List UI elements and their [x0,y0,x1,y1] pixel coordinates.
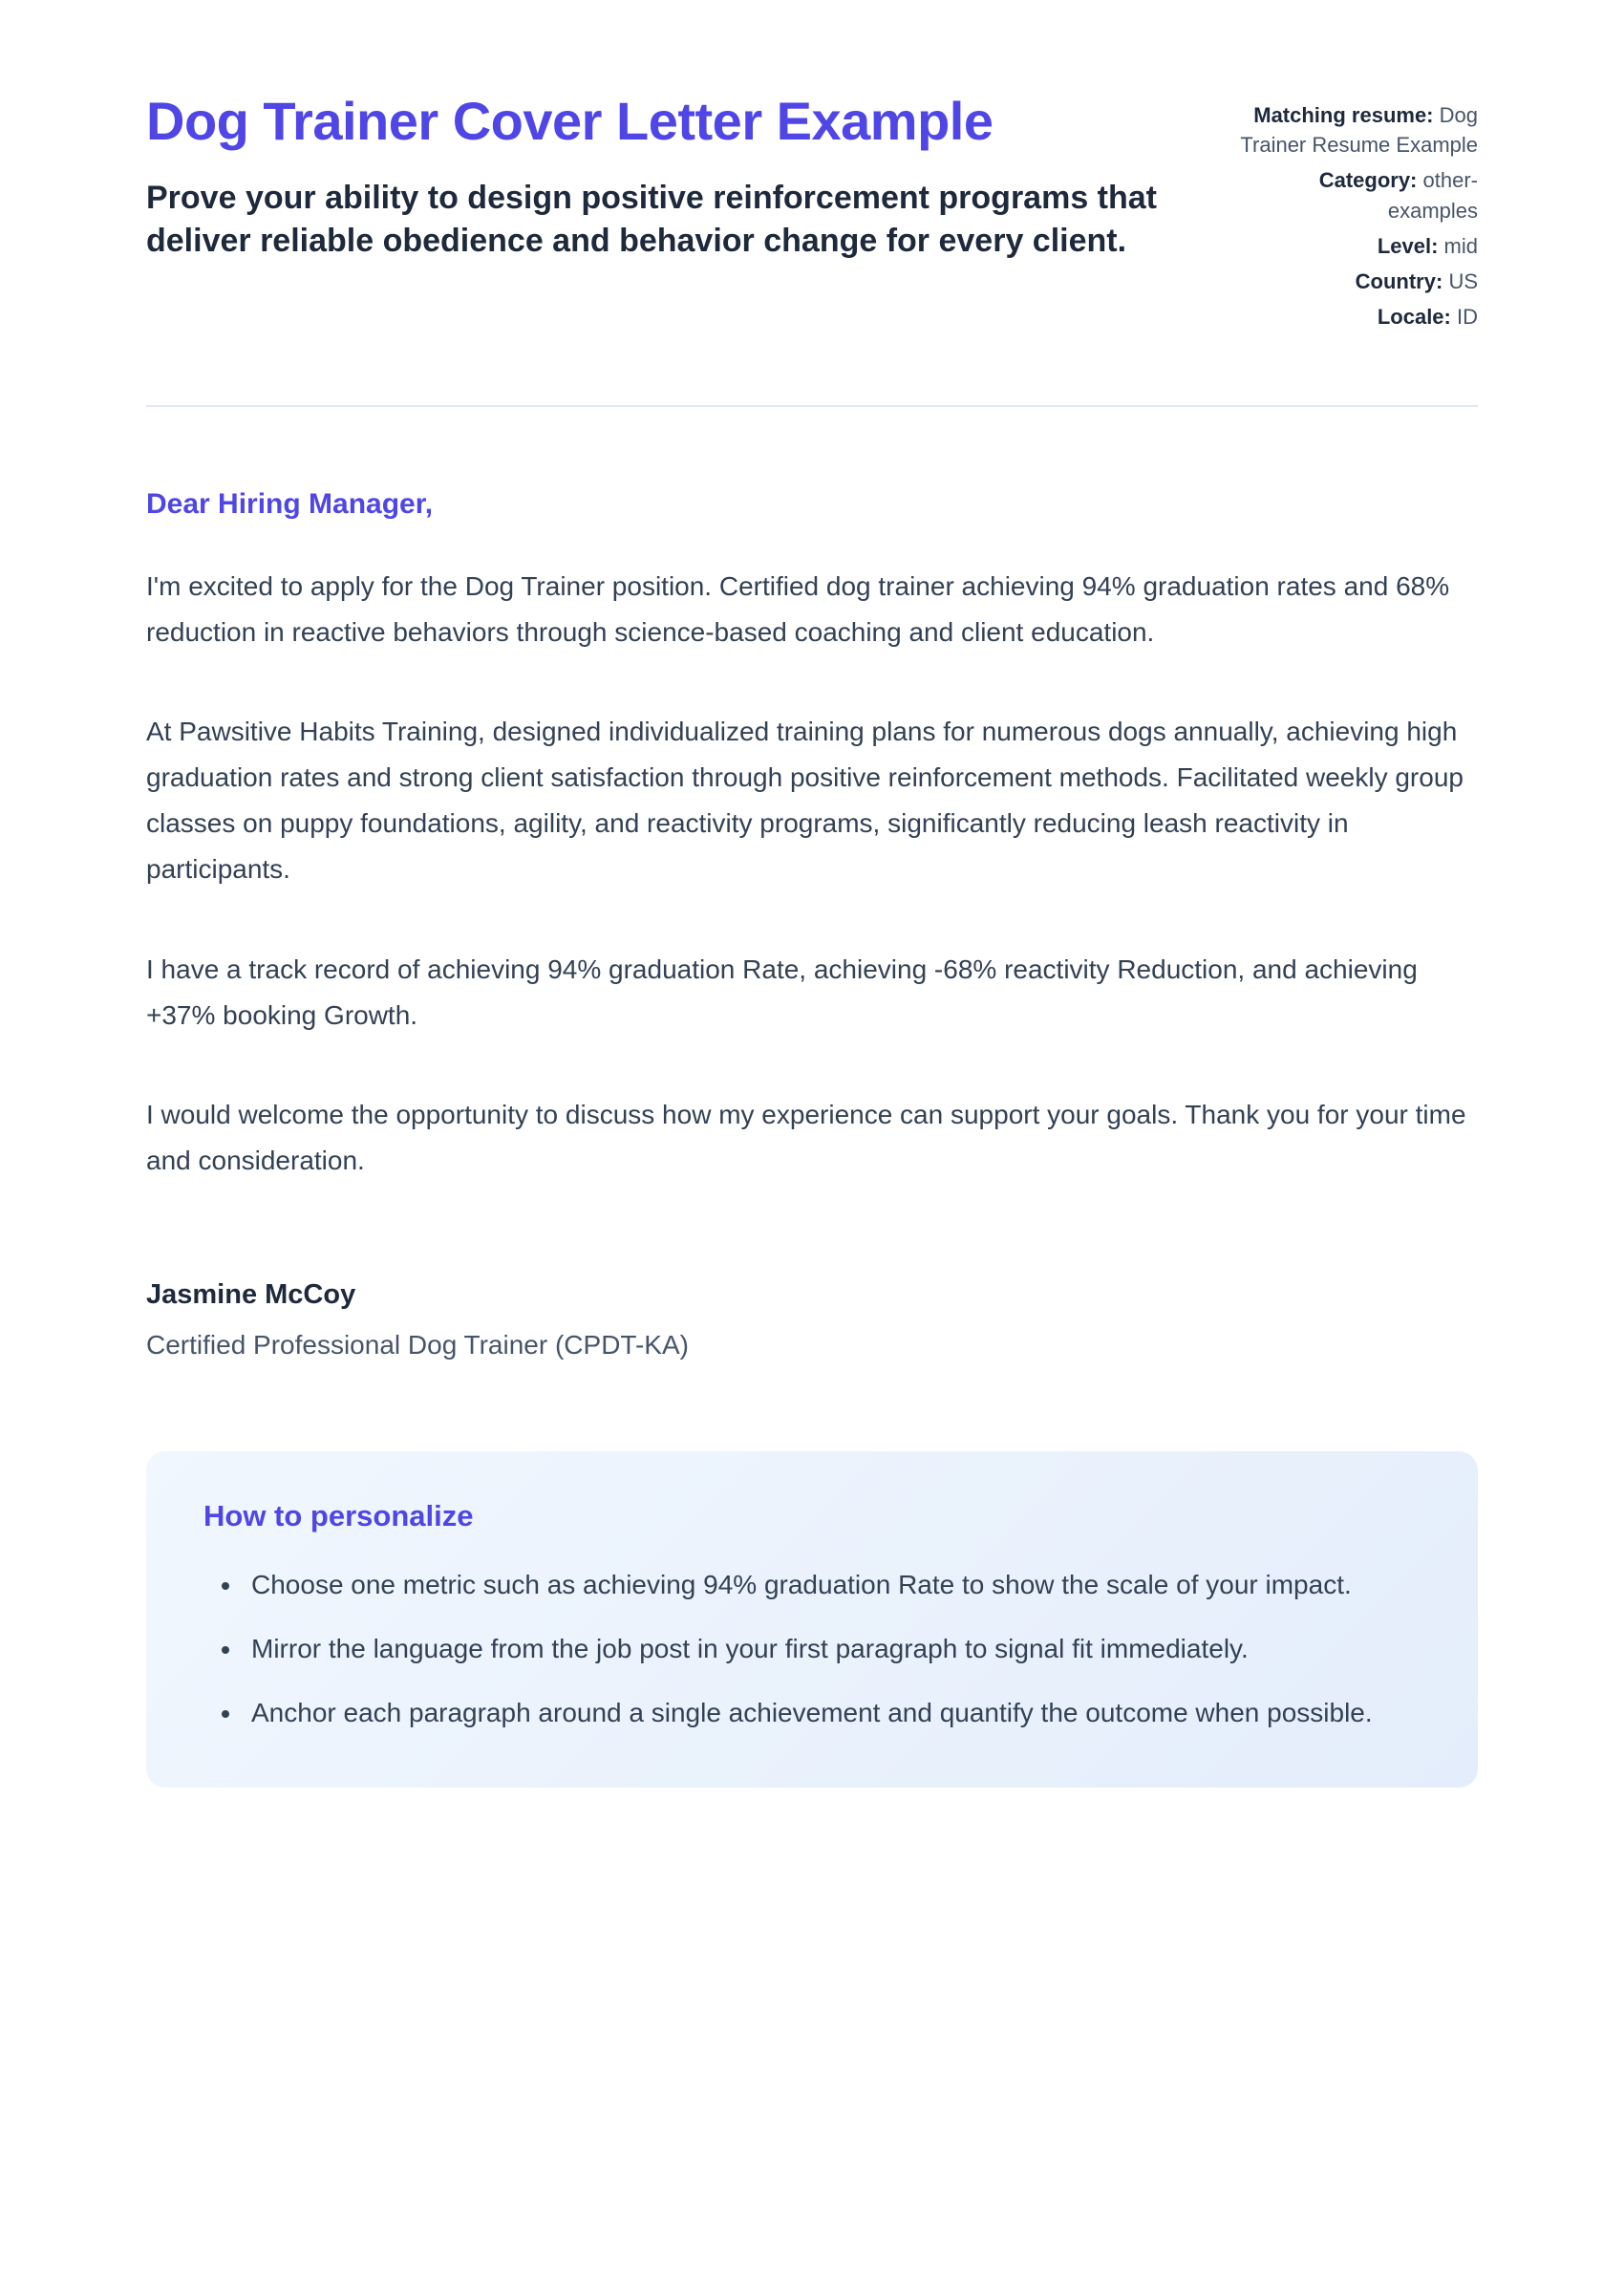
meta-value: mid [1443,233,1478,258]
page-subtitle: Prove your ability to design positive reinforcement programs that deliver reliable obedience and behavior change for every client. [146,180,1158,260]
page-title: Dog Trainer Cover Letter Example [146,91,994,151]
meta-label: Matching resume: [1253,103,1434,127]
greeting: Dear Hiring Manager, [146,487,434,520]
tips-box [146,1451,1478,1787]
signature-role: Certified Professional Dog Trainer (CPDT-KA) [146,1330,689,1361]
cover-letter-body [146,488,1478,1361]
letter-paragraph-4: I would welcome the opportunity to discuss how my experience can support your goals. Thank you for your time and consideration. [146,1099,1466,1176]
meta-item-matching-resume [1237,100,1478,160]
tips-heading: How to personalize [203,1499,474,1533]
divider [146,405,1478,407]
title-block [146,91,1178,263]
meta-block [1237,91,1478,338]
tip-item-2: • Mirror the language from the job post in your first paragraph to signal fit immediately. [244,1628,1421,1671]
meta-item-country [1237,267,1478,296]
tip-item-3: • Anchor each paragraph around a single achievement and quantify the outcome when possible. [244,1692,1421,1735]
meta-label: Category: [1318,168,1418,193]
meta-label: Country: [1355,269,1443,294]
meta-item-level [1237,231,1478,261]
meta-label: Locale: [1377,305,1451,330]
meta-label: Level: [1377,233,1439,258]
tip-item-1: • Choose one metric such as achieving 94% graduation Rate to show the scale of your impact. [244,1564,1421,1607]
letter-paragraph-1: I'm excited to apply for the Dog Trainer position. Certified dog trainer achieving 94% graduation rates and 68% reduction in reactive behaviors through science-based coaching and client education. [146,570,1450,647]
meta-value: other-examples [1387,168,1478,223]
meta-item-category [1237,165,1478,225]
signature-name: Jasmine McCoy [146,1279,356,1311]
letter-paragraph-3: I have a track record of achieving 94% graduation Rate, achieving -68% reactivity Reduction, and achieving +37% booking Growth. [146,954,1418,1030]
tips-list [203,1564,1421,1734]
meta-item-locale [1237,302,1478,332]
meta-value: Dog Trainer Resume Example [1240,103,1478,158]
meta-value: US [1448,269,1478,294]
header [146,91,1478,338]
meta-value: ID [1457,305,1478,330]
letter-paragraph-2: At Pawsitive Habits Training, designed individualized training plans for numerous dogs annually, achieving high graduation rates and strong client satisfaction through positive reinforcement methods. Facilitated weekly group classes on puppy foundations, agility, and reactivity programs, significantly reducing leash reactivity in participants. [146,716,1464,885]
